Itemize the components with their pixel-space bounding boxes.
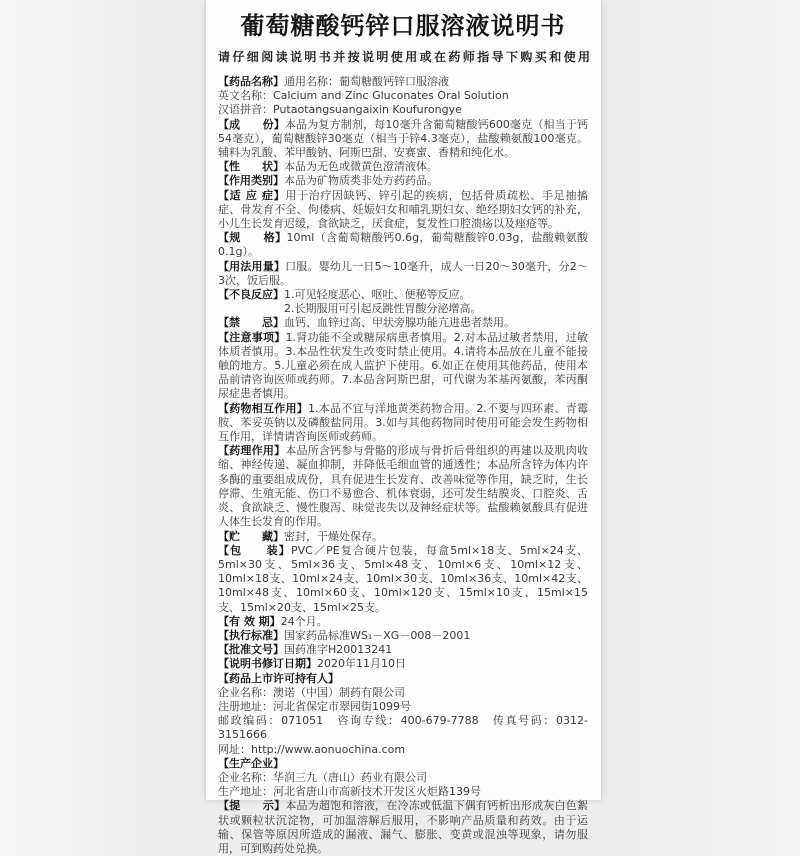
section-paragraph: [218, 657, 588, 671]
section-paragraph: [218, 444, 588, 529]
section-text: 用于治疗因缺钙、锌引起的疾病，包括骨质疏松、手足抽搐症、骨发育不全、佝偻病、妊娠妇女和哺乳期妇女、绝经期妇女钙的补充，小儿生长发育迟缓，食欲缺乏，厌食症，复发性口腔溃疡以及痤疮等。: [218, 188, 588, 231]
section-paragraph: [218, 89, 588, 103]
section-text: 1.肾功能不全或糖尿病患者慎用。2.对本品过敏者禁用，过敏体质者慎用。3.本品性状发生改变时禁止使用。4.请将本品放在儿童不能接触的地方。5.儿童必须在成人监护下使用。6.如正在使用其他药品，使用本品前请咨询医师或药师。7.本品含阿斯巴甜，可代谢为苯基丙氨酸，苯丙酮尿症患者慎用。: [218, 330, 588, 401]
section-text: 密封，干燥处保存。: [284, 529, 383, 543]
section-label: 【提 示】: [218, 799, 286, 813]
section-text: 英文名称：Calcium and Zinc Gluconates Oral Solution: [218, 89, 509, 103]
section-text: 本品为矿物质类非处方药药品。: [284, 174, 438, 188]
section-text: 邮政编码：071051 咨询专线：400-679-7788 传真号码：0312-3151666: [218, 714, 588, 742]
section-paragraph: [218, 799, 588, 856]
section-paragraph: [218, 544, 588, 615]
section-label: 【用法用量】: [218, 259, 286, 273]
section-text: 本品为复方制剂，每10毫升含葡萄糖酸钙600毫克（相当于钙54毫克），葡萄糖酸锌30毫克（相当于锌4.3毫克），盐酸赖氨酸100毫克。辅料为乳酸、苯甲酸钠、阿斯巴甜、安赛蜜、香精和纯化水。: [218, 117, 588, 160]
section-text: 网址：http://www.aonuochina.com: [218, 742, 406, 756]
section-label: 【说明书修订日期】: [218, 657, 317, 671]
section-text: 通用名称：葡萄糖酸钙锌口服溶液: [284, 75, 449, 88]
section-paragraph: [218, 316, 588, 330]
section-paragraph: [218, 331, 588, 402]
section-paragraph: [218, 260, 588, 288]
section-paragraph: [218, 615, 588, 629]
section-paragraph: [218, 771, 588, 785]
section-paragraph: [218, 174, 588, 188]
section-text: PVC／PE复合硬片包装，每盒5ml×18支、5ml×24支、5ml×30支、5ml×36支、5ml×48支、10ml×6支、10ml×12支、10ml×18支、10ml×24支、10ml×30支、10ml×36支、10ml×42支、10ml×48支、10ml×60支、10ml×120支、15ml×10支、15ml×15支、15ml×20支、15ml×25支。: [218, 543, 589, 614]
section-text: 注册地址：河北省保定市翠园街1099号: [218, 699, 411, 713]
section-paragraph: [218, 189, 588, 232]
section-label: 【成 份】: [218, 117, 285, 131]
section-paragraph: [218, 757, 588, 771]
section-label: 【生产企业】: [218, 756, 284, 770]
section-text: 国药准字H20013241: [284, 643, 393, 657]
section-paragraph: [218, 231, 588, 259]
section-paragraph: [218, 288, 588, 302]
section-label: 【禁 忌】: [218, 316, 284, 330]
doc-title: 葡萄糖酸钙锌口服溶液说明书: [240, 12, 566, 40]
section-paragraph: [218, 530, 588, 544]
section-paragraph: [218, 629, 588, 643]
section-text: 1.可见轻度恶心、呕吐、便秘等反应。: [284, 288, 471, 302]
section-text: 国家药品标准WS₁－XG－008－2001: [284, 628, 471, 642]
section-label: 【性 状】: [218, 160, 284, 174]
section-label: 【贮 藏】: [218, 529, 284, 543]
section-paragraph: [218, 103, 588, 117]
section-text: 本品所含钙参与骨骼的形成与骨折后骨组织的再建以及肌肉收缩、神经传递、凝血抑制，并降低毛细血管的通透性；本品所含锌为体内许多酶的重要组成成份，具有促进生长发育、改善味觉等作用，缺乏时，生长停滞、生殖无能、伤口不易愈合、机体衰弱，还可发生结膜炎、口腔炎、舌炎、食欲缺乏、慢性腹泻、味觉丧失以及神经症状等。盐酸赖氨酸具有促进人体生长发育的作用。: [218, 444, 588, 529]
section-text: 本品为无色或微黄色澄清液体。: [284, 160, 438, 174]
section-text: 1.本品不宜与洋地黄类药物合用。2.不要与四环素、青霉胺、苯妥英钠以及磷酸盐同用。3.如与其他药物同时使用可能会发生药物相互作用，详情请咨询医师或药师。: [218, 401, 588, 444]
section-text: 口服。婴幼儿一日5～10毫升，成人一日20～30毫升，分2～3次，饭后服。: [218, 259, 588, 287]
section-text: 企业名称：华润三九（唐山）药业有限公司: [218, 770, 427, 784]
section-paragraph: [218, 714, 588, 742]
section-text: 10ml（含葡萄糖酸钙0.6g，葡萄糖酸锌0.03g，盐酸赖氨酸0.1g）。: [218, 231, 589, 259]
section-text: 企业名称：澳诺（中国）制药有限公司: [218, 685, 405, 699]
section-text: 2020年11月10日: [317, 657, 406, 671]
section-label: 【规 格】: [218, 231, 287, 245]
section-label: 【注意事项】: [218, 330, 286, 344]
section-label: 【有 效 期】: [218, 614, 281, 628]
section-paragraph: [218, 686, 588, 700]
section-paragraph: [218, 700, 588, 714]
section-paragraph: [218, 643, 588, 657]
section-label: 【适 应 症】: [218, 188, 286, 202]
section-paragraph: [218, 160, 588, 174]
section-label: 【包 装】: [218, 543, 291, 557]
section-paragraph: [218, 75, 588, 89]
section-label: 【执行标准】: [218, 628, 284, 642]
section-text: 血钙、血锌过高、甲状旁腺功能亢进患者禁用。: [284, 316, 515, 330]
section-label: 【作用类别】: [218, 174, 284, 188]
section-label: 【批准文号】: [218, 643, 284, 657]
section-paragraph: [218, 402, 588, 445]
sections: [218, 75, 588, 856]
section-label: 【药物相互作用】: [218, 401, 308, 415]
section-label: 【不良反应】: [218, 288, 284, 302]
usage-notice: 请仔细阅读说明书并按说明使用或在药师指导下购买和使用: [218, 50, 593, 64]
section-label: 【药品名称】: [218, 75, 284, 88]
section-text: 24个月。: [280, 614, 328, 628]
section-text: 本品为超饱和溶液，在冷冻或低温下偶有钙析出形成灰白色絮状或颗粒状沉淀物，可加温溶解后服用，不影响产品质量和药效。由于运输、保管等原因所造成的漏液、漏气、膨胀、变黄或混浊等现象，请勿服用，可到购药处兑换。: [218, 799, 588, 855]
section-label: 【药品上市许可持有人】: [218, 671, 339, 685]
section-paragraph: [218, 118, 588, 161]
section-paragraph: [218, 672, 588, 686]
section-text: 汉语拼音：Putaotangsuangaixin Koufurongye: [218, 103, 462, 117]
section-text: 生产地址：河北省唐山市高新技术开发区火炬路139号: [218, 785, 481, 799]
leaflet-page: [205, 0, 602, 855]
section-text: 2.长期服用可引起反跳性胃酸分泌增高。: [284, 302, 482, 316]
section-paragraph: [218, 302, 588, 316]
section-label: 【药理作用】: [218, 444, 286, 458]
section-paragraph: [218, 743, 588, 757]
section-paragraph: [218, 785, 588, 799]
